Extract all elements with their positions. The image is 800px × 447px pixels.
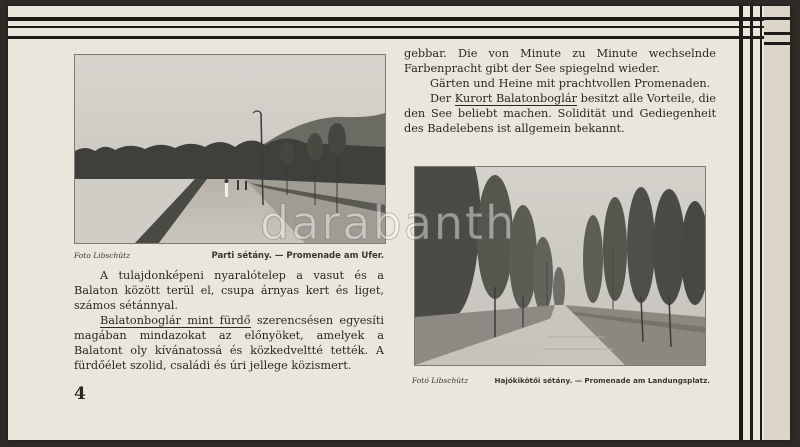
darabanth-watermark: darabanth	[260, 196, 517, 250]
page-number: 4	[74, 384, 86, 404]
top-rule-lower	[8, 36, 790, 39]
edge-rule-low	[764, 42, 790, 45]
shore-promenade-photo	[74, 54, 386, 244]
right-paragraph-2: Gärten und Heine mit prachtvollen Promenaden.	[430, 77, 711, 90]
left-photo-credit: Foto Libschütz	[74, 251, 131, 260]
landing-promenade-photo	[414, 166, 706, 366]
top-rule	[8, 17, 790, 21]
page-edge	[764, 6, 790, 440]
edge-rule-mid	[764, 32, 790, 35]
right-paragraph-3-prefix: Der	[430, 92, 455, 105]
right-paragraph-1: gebbar. Die von Minute zu Minute wechselnde Farbenpracht gibt der See spiegelnd wieder.	[404, 47, 716, 75]
left-paragraph-2-body: szerencsésen egyesíti magában mindazokat az előnyöket, amelyek a Balatont oly kívánatossá és közkedveltté tették. A fürdőélet szolid, családi és úri jellege közismert.	[74, 314, 384, 372]
right-photo-credit: Fotó Libschütz	[412, 376, 469, 385]
right-underlined-heading: Kurort Balatonboglár	[454, 92, 577, 105]
right-text-block	[404, 46, 716, 136]
right-paragraph-3-body: besitzt alle Vorteile, die den See beliebt machen. Solidität und Gediegenheit des Badelebens ist allgemein bekannt.	[404, 92, 716, 135]
landing-promenade-image	[415, 167, 705, 365]
left-photo-caption: Parti sétány. — Promenade am Ufer.	[211, 251, 384, 261]
right-vertical-rule-2	[750, 6, 753, 440]
edge-rule-top	[764, 17, 790, 20]
top-rule-thin	[8, 26, 790, 28]
left-paragraph-1: A tulajdonképeni nyaralótelep a vasut és a Balaton között terül el, csupa árnyas kert és liget, számos sétánnyal.	[74, 269, 384, 312]
shore-promenade-image	[75, 55, 385, 243]
right-paragraph-3	[404, 91, 716, 136]
right-vertical-rule-3	[760, 6, 762, 440]
right-photo-caption-row	[412, 376, 710, 385]
right-vertical-rule-1	[739, 6, 743, 440]
left-text-block	[74, 268, 384, 373]
right-photo-caption: Hajókikötői sétány. — Promenade am Landungsplatz.	[494, 376, 710, 385]
left-paragraph-2	[74, 313, 384, 373]
left-photo-caption-row	[74, 251, 384, 261]
left-underlined-heading: Balatonboglár mint fürdő	[100, 314, 251, 327]
brochure-page	[8, 6, 790, 440]
